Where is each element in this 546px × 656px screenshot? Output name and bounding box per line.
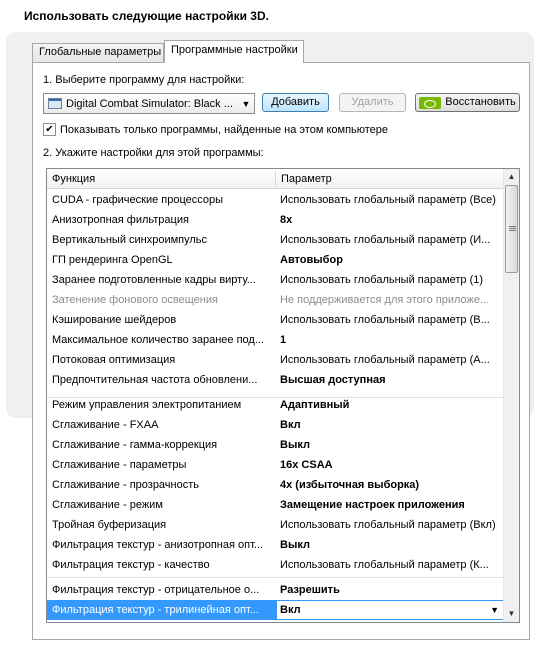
setting-function-name: Вертикальный синхроимпульс	[52, 234, 208, 246]
scroll-up-arrow-icon[interactable]: ▲	[507, 172, 516, 181]
setting-value: Автовыбор	[280, 254, 343, 266]
setting-function-name: Сглаживание - прозрачность	[52, 479, 200, 491]
settings-row[interactable]	[47, 395, 504, 415]
setting-value: Использовать глобальный параметр (1)	[280, 274, 484, 286]
settings-row[interactable]	[47, 370, 504, 390]
setting-function-name: Тройная буферизация	[52, 519, 167, 531]
settings-row[interactable]	[47, 350, 504, 370]
setting-function-name: Максимальное количество заранее под...	[52, 334, 265, 346]
setting-function-name: Анизотропная фильтрация	[52, 214, 189, 226]
setting-function-name: Предпочтительная частота обновлени...	[52, 374, 258, 386]
setting-value: Использовать глобальный параметр (В...	[280, 314, 490, 326]
settings-row[interactable]	[47, 190, 504, 210]
settings-row[interactable]	[47, 330, 504, 350]
column-header-function[interactable]: Функция	[52, 173, 96, 185]
setting-value: Выкл	[280, 439, 310, 451]
setting-function-name: Фильтрация текстур - качество	[52, 559, 210, 571]
scroll-down-arrow-icon[interactable]: ▼	[507, 609, 516, 618]
settings-row[interactable]	[47, 435, 504, 455]
chevron-down-icon[interactable]: ▼	[490, 605, 499, 615]
nvidia-logo-icon	[419, 97, 441, 109]
setting-value: 8x	[280, 214, 293, 226]
setting-value: 1	[280, 334, 287, 346]
program-select[interactable]	[43, 93, 255, 114]
show-found-programs-checkbox[interactable]: ✔	[43, 123, 56, 136]
setting-value: Вкл	[280, 604, 301, 616]
column-separator[interactable]	[275, 171, 276, 187]
setting-value: Вкл	[280, 419, 301, 431]
chevron-down-icon: ▼	[241, 98, 251, 109]
settings-grid	[46, 168, 520, 623]
setting-function-name: Заранее подготовленные кадры вирту...	[52, 274, 256, 286]
settings-row[interactable]	[47, 515, 504, 535]
restore-button-label: Восстановить	[445, 96, 516, 108]
setting-value: Использовать глобальный параметр (Все)	[280, 194, 496, 206]
settings-row[interactable]	[47, 250, 504, 270]
tab-global-settings[interactable]: Глобальные параметры	[32, 43, 164, 62]
show-found-programs-option[interactable]	[43, 123, 388, 136]
restore-button[interactable]	[415, 93, 520, 112]
setting-function-name: Сглаживание - гамма-коррекция	[52, 439, 218, 451]
setting-value: Использовать глобальный параметр (И...	[280, 234, 491, 246]
setting-value: 16x CSAA	[280, 459, 333, 471]
program-select-value: Digital Combat Simulator: Black ...	[66, 97, 233, 110]
setting-function-name: Фильтрация текстур - отрицательное о...	[52, 584, 260, 596]
settings-row[interactable]	[47, 535, 504, 555]
settings-row[interactable]	[47, 230, 504, 250]
settings-row[interactable]	[47, 310, 504, 330]
setting-value: Разрешить	[280, 584, 340, 596]
setting-function-name: ГП рендеринга OpenGL	[52, 254, 173, 266]
setting-value: Высшая доступная	[280, 374, 386, 386]
tab-program-settings[interactable]: Программные настройки	[164, 40, 304, 63]
setting-function-name: CUDA - графические процессоры	[52, 194, 224, 206]
settings-row[interactable]	[47, 270, 504, 290]
settings-row[interactable]	[47, 495, 504, 515]
setting-function-name: Сглаживание - параметры	[52, 459, 187, 471]
setting-value: Адаптивный	[280, 399, 350, 411]
setting-value: Использовать глобальный параметр (Вкл)	[280, 519, 496, 531]
setting-function-name: Сглаживание - режим	[52, 499, 163, 511]
scroll-divider	[47, 397, 504, 398]
setting-value: Использовать глобальный параметр (К...	[280, 559, 489, 571]
settings-row[interactable]	[47, 455, 504, 475]
settings-row[interactable]	[47, 210, 504, 230]
vertical-scrollbar[interactable]	[503, 169, 519, 622]
settings-row[interactable]	[47, 555, 504, 575]
settings-row[interactable]	[47, 580, 504, 600]
grid-header	[47, 169, 504, 189]
setting-function-name: Затенение фонового освещения	[52, 294, 218, 306]
setting-function-name: Потоковая оптимизация	[52, 354, 176, 366]
setting-value: Не поддерживается для этого приложе...	[280, 294, 490, 306]
setting-value: Использовать глобальный параметр (А...	[280, 354, 490, 366]
setting-function-name: Фильтрация текстур - анизотропная опт...	[52, 539, 264, 551]
setting-value: Выкл	[280, 539, 310, 551]
setting-value: 4x (избыточная выборка)	[280, 479, 420, 491]
setting-value: Замещение настроек приложения	[280, 499, 465, 511]
column-header-parameter[interactable]: Параметр	[281, 173, 332, 185]
setting-function-name: Сглаживание - FXAA	[52, 419, 159, 431]
setting-value-dropdown[interactable]	[276, 600, 504, 620]
setting-function-name: Фильтрация текстур - трилинейная опт...	[52, 604, 259, 616]
show-found-programs-label: Показывать только программы, найденные на этом компьютере	[60, 123, 389, 136]
program-window-icon	[48, 98, 62, 109]
add-button[interactable]: Добавить	[262, 93, 329, 112]
settings-row[interactable]	[47, 415, 504, 435]
settings-row-selected[interactable]	[47, 600, 504, 620]
page-title: Использовать следующие настройки 3D.	[24, 9, 269, 23]
settings-row[interactable]	[47, 475, 504, 495]
remove-button[interactable]: Удалить	[339, 93, 406, 112]
settings-row[interactable]	[47, 290, 504, 310]
specify-settings-label: 2. Укажите настройки для этой программы:	[43, 147, 264, 159]
scroll-divider	[47, 577, 504, 578]
setting-function-name: Режим управления электропитанием	[52, 399, 242, 411]
scrollbar-thumb[interactable]	[505, 185, 518, 273]
setting-function-name: Кэширование шейдеров	[52, 314, 177, 326]
select-program-label: 1. Выберите программу для настройки:	[43, 74, 245, 86]
